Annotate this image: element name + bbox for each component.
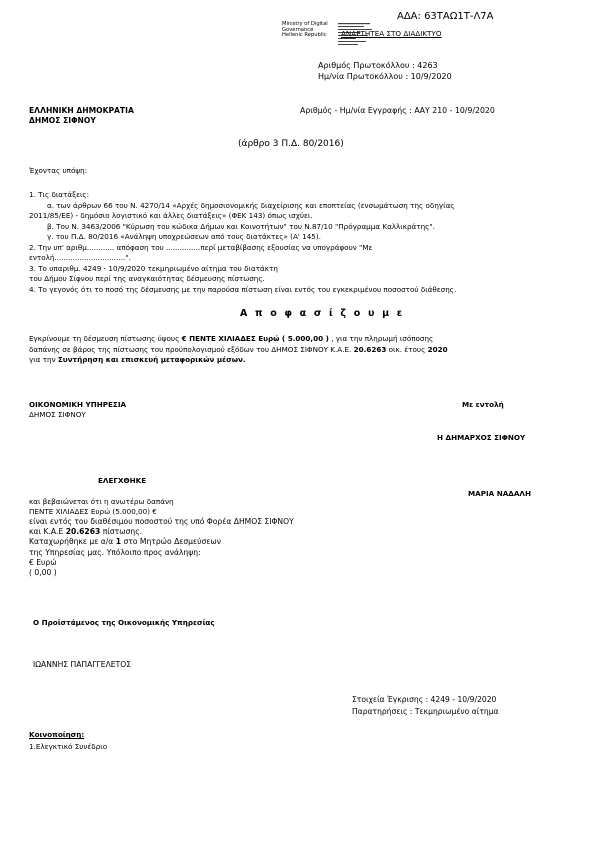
digital-signature xyxy=(282,22,328,39)
mayor-name: ΜΑΡΙΑ ΝΑΔΑΛΗ xyxy=(468,489,532,498)
signature-line-3: Hellenic Republic xyxy=(282,32,327,38)
ada-code: ΑΔΑ: 63ΤΑΩ1Τ-Λ7Α xyxy=(397,11,494,22)
decision-purpose: Συντήρηση και επισκευή μεταφορικών μέσων. xyxy=(57,355,246,364)
signature-line-2: Governance xyxy=(282,26,314,33)
service-municipality: ΔΗΜΟΣ ΣΙΦΝΟΥ xyxy=(29,410,86,419)
item-4: 4. Το γεγονός ότι το ποσό της δέσμευσης με την παρούσα πίστωση είναι εντός του εγκεκριμένου ποσοστού διάθεσης. xyxy=(29,284,457,294)
decision-year: 2020 xyxy=(427,344,448,354)
register-index: 1 xyxy=(115,537,122,547)
check-line-5: Καταχωρήθηκε με α/α 1 στο Μητρώο Δεσμεύσεων xyxy=(29,537,222,547)
approval-block xyxy=(352,694,499,718)
check-block xyxy=(29,497,294,578)
decision-text xyxy=(29,334,448,366)
item-3-line1: 3. Το υπαριθμ. 4249 - 10/9/2020 τεκμηριωμένο αίτημα του διατάκτη xyxy=(29,263,278,273)
check-line-8: ( 0,00 ) xyxy=(29,568,57,578)
checked-label: ΕΛΕΓΧΘΗΚΕ xyxy=(98,476,147,485)
item-2-line2: εντολή...............................". xyxy=(29,253,131,262)
approval-data: Στοιχεία Έγκρισης : 4249 - 10/9/2020 xyxy=(352,695,497,704)
considerations-list xyxy=(29,190,456,295)
cc-item: 1.Ελεγκτικό Συνέδριο xyxy=(29,742,108,751)
considering-label: Έχοντας υπόψη: xyxy=(29,166,88,175)
service-name: ΟΙΚΟΝΟΜΙΚΗ ΥΠΗΡΕΣΙΑ xyxy=(29,400,127,409)
item-1: 1. Τις διατάξεις: xyxy=(29,190,90,199)
mayor-title: Η ΔΗΜΑΡΧΟΣ ΣΙΦΝΟΥ xyxy=(437,433,526,442)
item-2-line1: 2. Την υπ' αριθμ............ απόφαση του ...............περί μεταβίβασης εξουσίας να υπογράφουν "Με xyxy=(29,242,373,252)
decision-line-1: Εγκρίνουμε τη δέσμευση πίστωσης ύψους € ΠΕΝΤΕ ΧΙΛΙΑΔΕΣ Ευρώ ( 5.000,00 ) , για την πληρωμή ισόποσης xyxy=(29,334,434,343)
internet-posting-label: ΑΝΑΡΤΗΤΕΑ ΣΤΟ ΔΙΑΔΙΚΤΥΟ xyxy=(341,29,442,38)
decision-title: Α π ο φ α σ ί ζ ο υ μ ε xyxy=(240,308,405,319)
check-line-1: και βεβαιώνεται ότι η ανωτέρω δαπάνη xyxy=(29,497,174,506)
decision-kae: 20.6263 xyxy=(353,344,387,354)
republic-title: ΕΛΛΗΝΙΚΗ ΔΗΜΟΚΡΑΤΙΑ xyxy=(29,106,134,115)
item-1a-line2: 2011/85/ΕΕ) - δημόσιο λογιστικό και άλλες διατάξεις» (ΦΕΚ 143) όπως ισχύει. xyxy=(29,211,313,220)
municipality-title: ΔΗΜΟΣ ΣΙΦΝΟΥ xyxy=(29,116,96,125)
approval-notes: Παρατηρήσεις : Τεκμηριωμένο αίτημα xyxy=(352,707,499,716)
cc-title: Κοινοποίηση: xyxy=(29,730,85,739)
registration-info: Αριθμός - Ημ/νία Εγγραφής : ΑΑΥ 210 - 10/9/2020 xyxy=(300,106,495,115)
head-of-service-title: Ο Προϊστάμενος της Οικονομικής Υπηρεσίας xyxy=(33,618,215,627)
item-1b: β. Του Ν. 3463/2006 "Κύρωση του κώδικα Δήμων και Κοινοτήτων" του Ν.87/10 "Πρόγραμμα Καλλικράτης". xyxy=(47,221,435,231)
item-3-line2: του Δήμου Σίφνου περί της αναγκαιότητας δέσμευσης πίστωσης. xyxy=(29,274,265,283)
decision-amount: € ΠΕΝΤΕ ΧΙΛΙΑΔΕΣ Ευρώ ( 5.000,00 ) xyxy=(181,334,329,343)
signature-line-1: Ministry of Digital xyxy=(282,21,328,27)
protocol-block xyxy=(318,60,452,82)
article-reference: (άρθρο 3 Π.Δ. 80/2016) xyxy=(238,139,344,149)
check-line-2: ΠΕΝΤΕ ΧΙΛΙΑΔΕΣ Ευρώ (5.000,00) € xyxy=(29,507,157,516)
head-of-service-name: ΙΩΑΝΝΗΣ ΠΑΠΑΓΓΕΛΕΤΟΣ xyxy=(33,660,131,669)
decision-line-3: για την Συντήρηση και επισκευή μεταφορικών μέσων. xyxy=(29,355,246,364)
protocol-number: Αριθμός Πρωτοκόλλου : 4263 xyxy=(318,61,438,70)
check-line-3: είναι εντός του διαθέσιμου ποσοστού της υπό Φορέα ΔΗΜΟΣ ΣΙΦΝΟΥ xyxy=(29,517,294,526)
check-line-4: και Κ.Α.Ε 20.6263 πίστωσης. xyxy=(29,527,143,537)
decision-line-2: δαπάνης σε βάρος της πίστωσης του προϋπολογισμού εξόδων του ΔΗΜΟΣ ΣΙΦΝΟΥ Κ.Α.Ε. 20.6263 οικ. έτους 2020 xyxy=(29,344,448,354)
item-1c: γ. του Π.Δ. 80/2016 «Ανάληψη υποχρεώσεων από τους διατάκτες» (Α' 145). xyxy=(47,232,321,241)
check-line-6: της Υπηρεσίας μας. Υπόλοιπο προς ανάληψη: xyxy=(29,547,201,557)
protocol-date: Ημ/νία Πρωτοκόλλου : 10/9/2020 xyxy=(318,72,452,81)
check-kae: 20.6263 xyxy=(65,527,101,537)
check-line-7: € Ευρώ xyxy=(29,557,57,567)
by-order-label: Με εντολή xyxy=(462,400,504,409)
item-1a-line1: α. των άρθρων 66 του Ν. 4270/14 «Αρχές δημοσιονομικής διαχείρισης και εποπτείας (ενσωμάτωση της οδηγίας xyxy=(47,200,455,210)
